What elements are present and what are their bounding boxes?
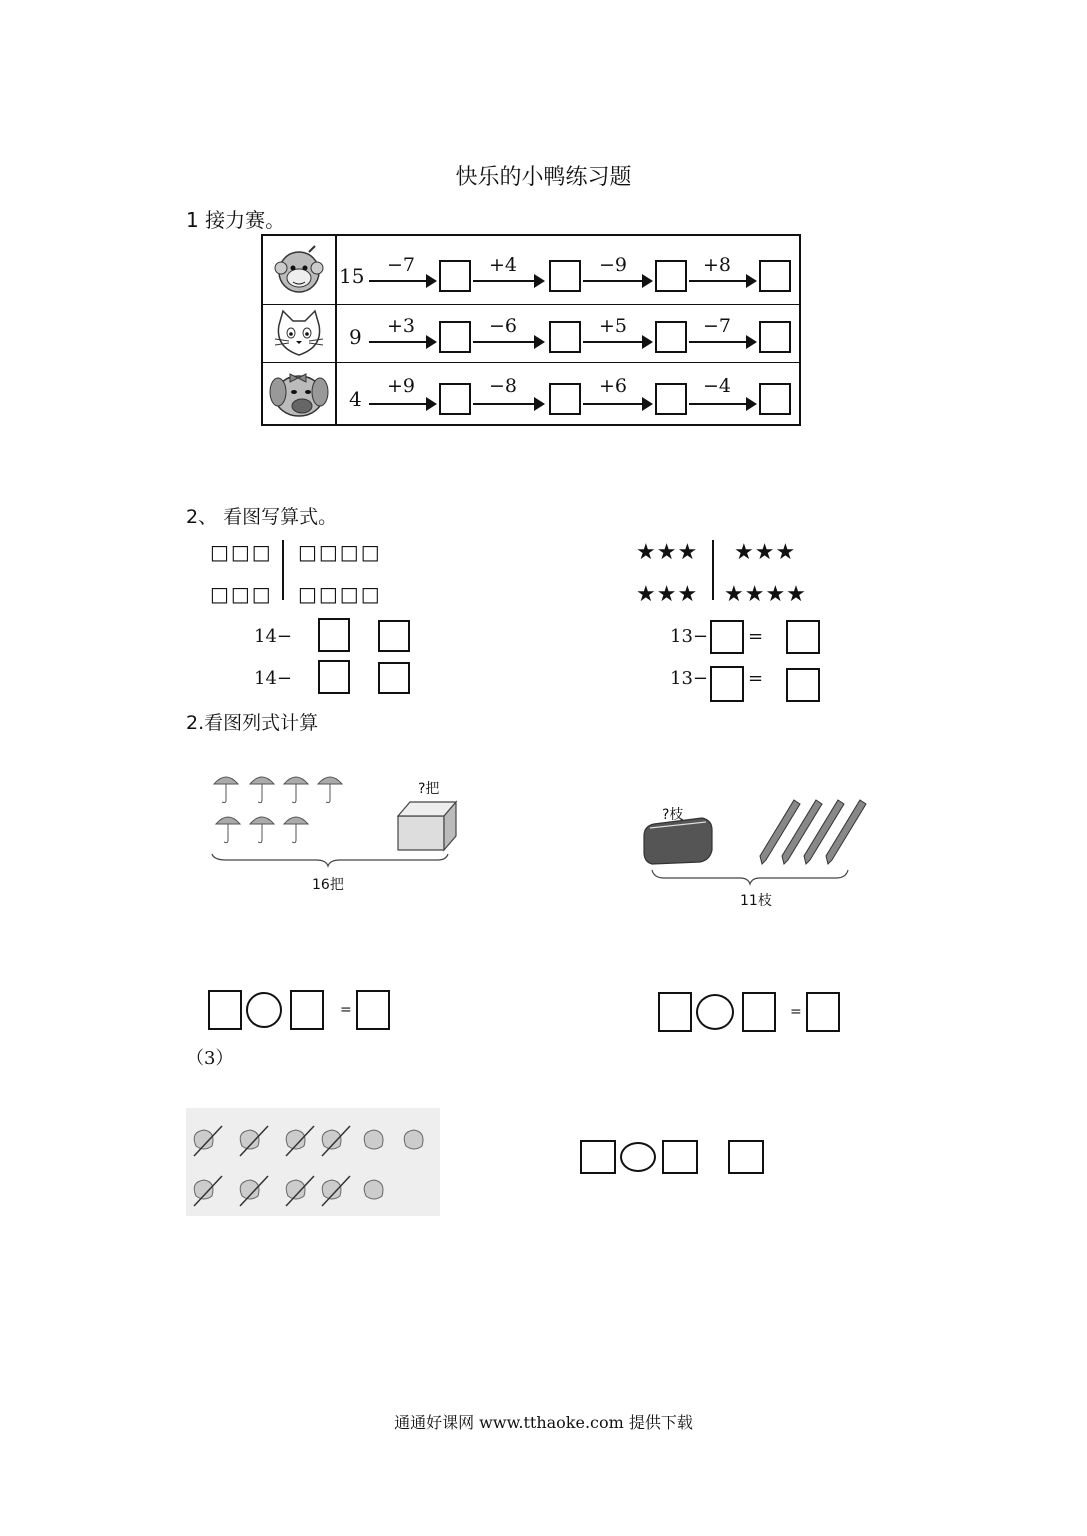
brace [212, 854, 448, 866]
answer-box[interactable] [759, 383, 791, 415]
pencil-icon [760, 800, 866, 864]
monkey-face-icon [269, 242, 329, 298]
arrow [689, 341, 755, 343]
equals-sign: = [340, 1002, 352, 1018]
operation: +6 [599, 375, 628, 397]
star-group: ★★★ [734, 540, 797, 565]
answer-box[interactable] [378, 662, 410, 694]
total-label: 11枝 [740, 893, 772, 909]
operation: −9 [599, 254, 628, 276]
answer-box[interactable] [580, 1140, 616, 1174]
answer-box[interactable] [439, 260, 471, 292]
operator-circle[interactable] [696, 994, 734, 1030]
relay-row [263, 236, 799, 304]
operation: −8 [489, 375, 518, 397]
relay-row [263, 362, 799, 425]
unknown-label: ?枝 [662, 807, 684, 823]
arrow [689, 280, 755, 282]
arrow [473, 280, 543, 282]
arrow [473, 403, 543, 405]
operator-circle[interactable] [246, 992, 282, 1028]
operation: −7 [387, 254, 416, 276]
answer-box[interactable] [318, 618, 350, 652]
umbrella-icon [214, 777, 342, 843]
star-group: ★★★ [636, 540, 699, 565]
page-title: 快乐的小鸭练习题 [455, 165, 632, 190]
equation-prefix: 14− [254, 668, 292, 689]
answer-box[interactable] [378, 620, 410, 652]
answer-box[interactable] [549, 321, 581, 353]
footer-text: 通通好课网 www.tthaoke.com 提供下载 [394, 1413, 693, 1432]
sub-question-label: （3） [186, 1048, 234, 1069]
operation: +9 [387, 375, 416, 397]
start-number: 9 [349, 325, 362, 349]
star-group: ★★★★ [724, 582, 807, 607]
section2-heading: 2、 看图写算式。 [186, 506, 338, 528]
dog-face-icon [268, 366, 330, 422]
operation: +3 [387, 315, 416, 337]
equation-prefix: 14− [254, 626, 292, 647]
answer-box[interactable] [356, 990, 390, 1030]
answer-box[interactable] [806, 992, 840, 1032]
box-icon [398, 802, 456, 850]
operation: +5 [599, 315, 628, 337]
equation-prefix: 13− [670, 626, 708, 647]
arrow [583, 341, 651, 343]
arrow [583, 280, 651, 282]
operation: −7 [703, 315, 732, 337]
answer-box[interactable] [786, 620, 820, 654]
answer-box[interactable] [549, 383, 581, 415]
arrow [369, 403, 435, 405]
star-group: ★★★ [636, 582, 699, 607]
answer-box[interactable] [549, 260, 581, 292]
answer-box[interactable] [439, 383, 471, 415]
arrow [689, 403, 755, 405]
operator-circle[interactable] [620, 1142, 656, 1172]
arrow [473, 341, 543, 343]
start-number: 4 [349, 387, 362, 411]
section1-heading: 1 接力赛。 [186, 208, 286, 232]
relay-row [263, 304, 799, 363]
answer-box[interactable] [655, 383, 687, 415]
cat-face-icon [269, 307, 329, 361]
arrow [369, 280, 435, 282]
equals-sign: = [748, 626, 764, 647]
answer-box[interactable] [208, 990, 242, 1030]
square-group: □□□□ [298, 582, 382, 606]
square-group: □□□ [210, 582, 273, 606]
answer-box[interactable] [439, 321, 471, 353]
answer-box[interactable] [786, 668, 820, 702]
operation: −4 [703, 375, 732, 397]
divider-line [712, 540, 714, 600]
answer-box[interactable] [759, 260, 791, 292]
unknown-label: ?把 [418, 781, 440, 797]
brace [652, 870, 848, 884]
equals-sign: = [790, 1004, 802, 1020]
start-number: 15 [339, 264, 365, 288]
answer-box[interactable] [742, 992, 776, 1032]
answer-box[interactable] [655, 321, 687, 353]
arrow [583, 403, 651, 405]
answer-box[interactable] [710, 666, 744, 702]
section3-heading: 2.看图列式计算 [186, 712, 319, 734]
face-cell [263, 363, 337, 425]
face-cell [263, 305, 337, 363]
relay-table [261, 234, 801, 426]
operation: +8 [703, 254, 732, 276]
square-group: □□□□ [298, 540, 382, 564]
answer-box[interactable] [662, 1140, 698, 1174]
answer-box[interactable] [728, 1140, 764, 1174]
total-label: 16把 [312, 877, 344, 893]
divider-line [282, 540, 284, 600]
face-cell [263, 236, 337, 304]
answer-box[interactable] [710, 620, 744, 654]
square-group: □□□ [210, 540, 273, 564]
arrow [369, 341, 435, 343]
equation-prefix: 13− [670, 668, 708, 689]
answer-box[interactable] [759, 321, 791, 353]
answer-box[interactable] [318, 660, 350, 694]
equals-sign: = [748, 668, 764, 689]
operation: +4 [489, 254, 518, 276]
answer-box[interactable] [658, 992, 692, 1032]
answer-box[interactable] [655, 260, 687, 292]
answer-box[interactable] [290, 990, 324, 1030]
pencil-case-icon [644, 818, 712, 864]
peach-picture [186, 1108, 440, 1216]
operation: −6 [489, 315, 518, 337]
